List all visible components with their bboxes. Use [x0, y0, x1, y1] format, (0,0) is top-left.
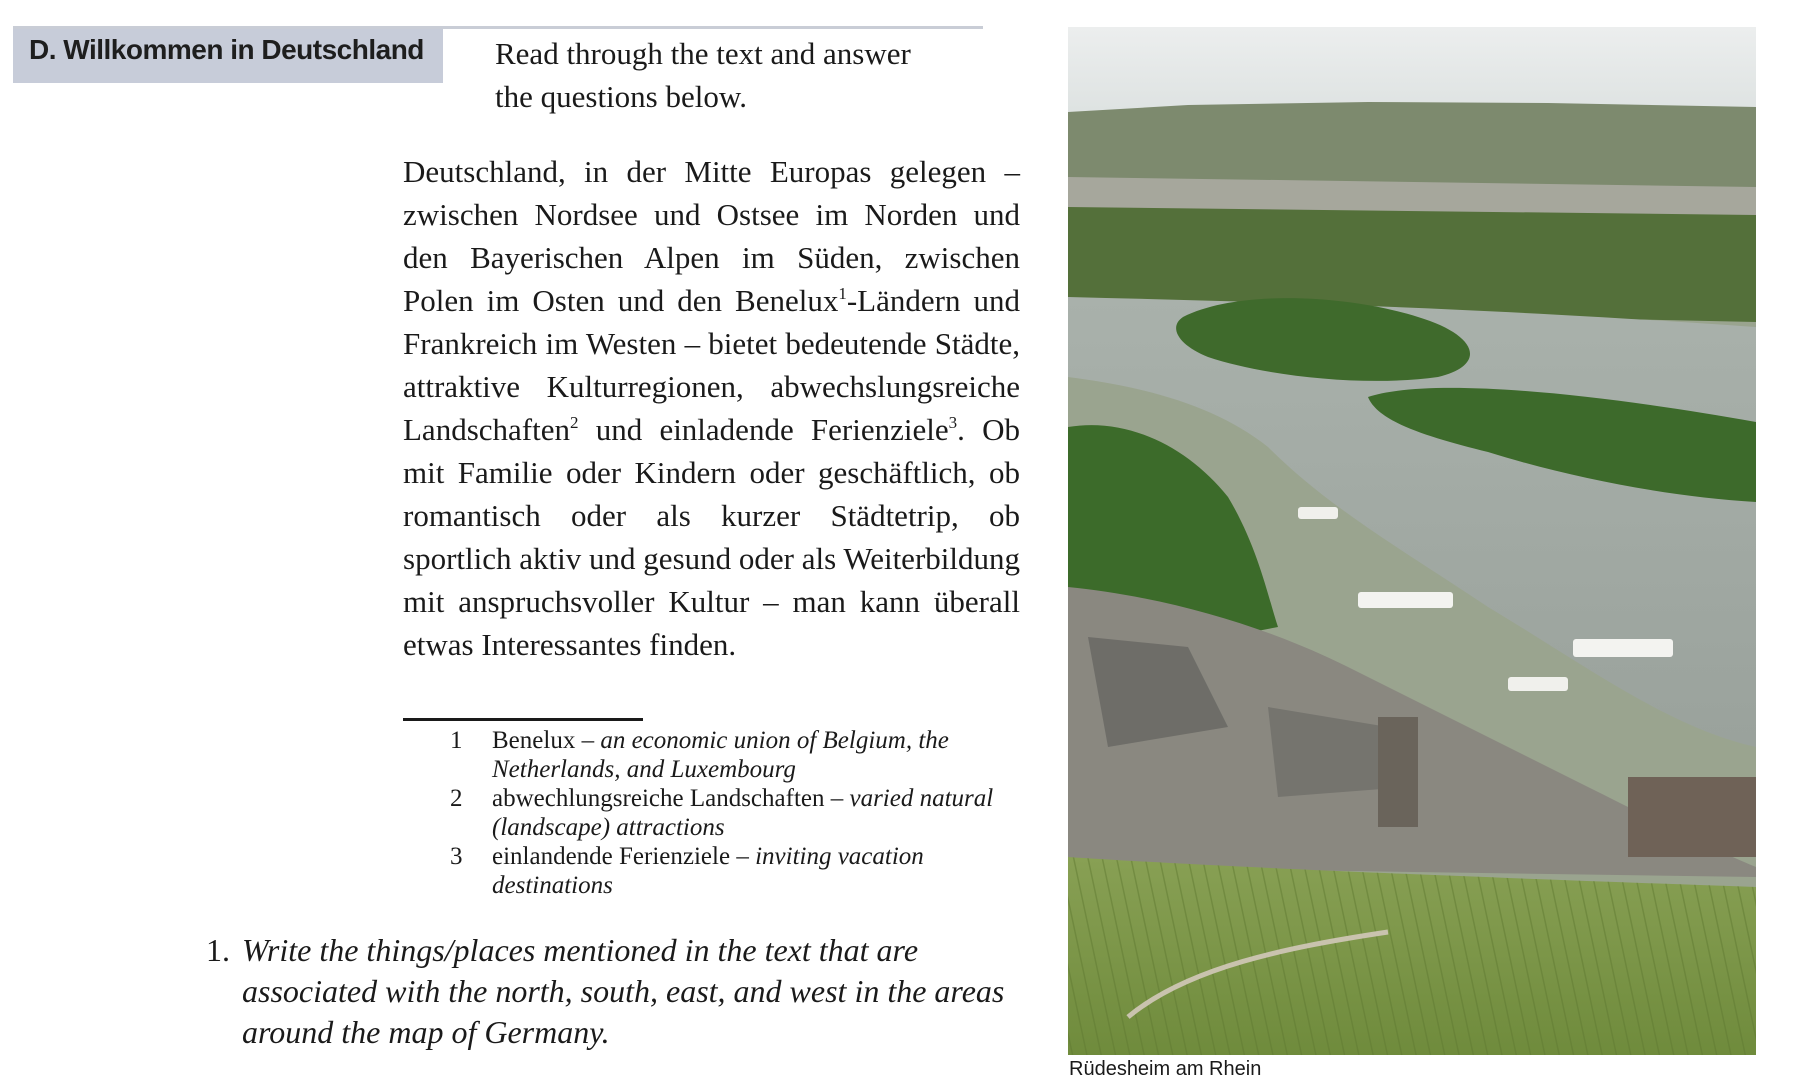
church-tower — [1378, 717, 1418, 827]
footnote-item — [450, 784, 1010, 842]
footnotes-list — [450, 726, 1010, 900]
passage-part-3: und einladende Ferienziele — [578, 412, 949, 447]
footnote-item — [450, 726, 1010, 784]
passage-part-1: Deutschland, in der Mitte Europas gelegen – zwischen Nordsee und Ostsee im Norden und den Bayerischen Alpen im Süden, zwischen Polen im Osten und den Benelux — [403, 154, 1020, 318]
photo-caption: Rüdesheim am Rhein — [1069, 1058, 1262, 1080]
vineyard-rows — [1068, 857, 1756, 1055]
footnote-number: 2 — [450, 785, 463, 812]
footnote-ref-2: 2 — [569, 413, 579, 432]
castle — [1628, 777, 1756, 857]
footnote-gloss: varied natural (landscape) attractions — [492, 785, 994, 841]
rhine-landscape-photo — [1068, 27, 1756, 1055]
footnote-gloss: inviting vacation destinations — [492, 843, 924, 899]
footnote-divider — [403, 718, 643, 721]
passage-part-4: . Ob mit Familie oder Kindern oder geschäftlich, ob romantisch oder als kurzer Städtetrip, ob sportlich aktiv und gesund oder als Weiterbildung mit anspruchsvoller Kultur – man kann überall etwas Interessantes finden. — [403, 412, 1021, 662]
boat — [1508, 677, 1568, 691]
footnote-term: einlandende Ferienziele – — [492, 843, 756, 870]
footnote-ref-3: 3 — [948, 413, 958, 432]
footnote-number: 1 — [450, 727, 463, 754]
footnote-term: Benelux – — [492, 727, 601, 754]
instruction-line-2: the questions below. — [495, 79, 747, 114]
section-heading: D. Willkommen in Deutschland — [13, 29, 443, 83]
instruction-text — [495, 32, 995, 118]
passage-part-2: -Ländern und Frankreich im Westen – bietet bedeutende Städte, attraktive Kulturregionen, abwechslungsreiche Landschaften — [403, 283, 1020, 447]
footnote-ref-1: 1 — [838, 284, 847, 303]
reading-passage — [403, 150, 1020, 666]
instruction-line-1: Read through the text and answer — [495, 36, 911, 71]
footnote-item — [450, 842, 1010, 900]
footnote-number: 3 — [450, 843, 463, 870]
boat — [1298, 507, 1338, 519]
boat — [1358, 592, 1453, 608]
footnote-term: abwechlungsreiche Landschaften – — [492, 785, 850, 812]
question-text: Write the things/places mentioned in the text that are associated with the north, south, east, and west in the areas around the map of Germany. — [242, 932, 1005, 1050]
footnote-gloss: an economic union of Belgium, the Netherlands, and Luxembourg — [492, 727, 949, 783]
boat — [1573, 639, 1673, 657]
question-number: 1. — [206, 932, 230, 968]
question-1 — [206, 930, 1026, 1053]
